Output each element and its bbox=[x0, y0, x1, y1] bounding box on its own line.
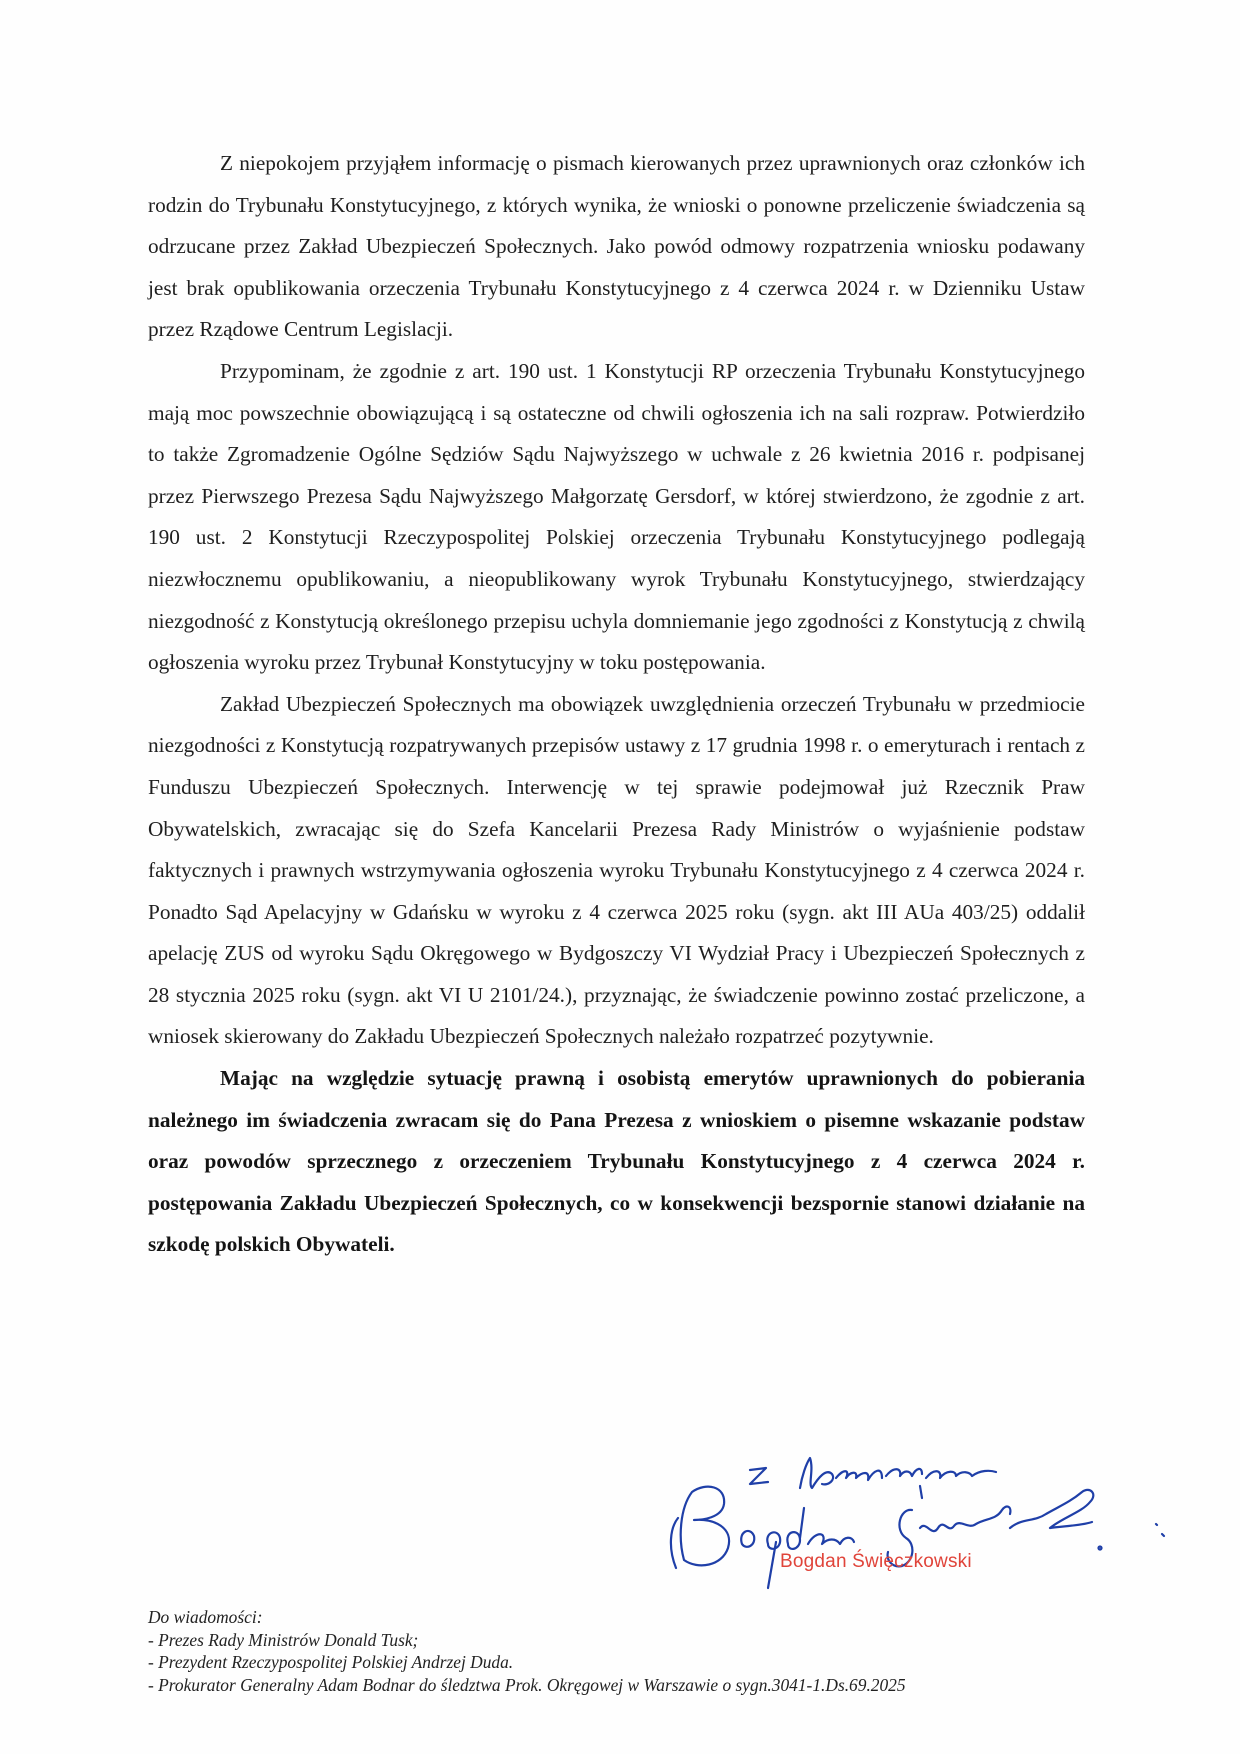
cc-list bbox=[148, 1606, 1098, 1696]
letter-body bbox=[148, 143, 1085, 1266]
paragraph-3: Zakład Ubezpieczeń Społecznych ma obowiązek uwzględnienia orzeczeń Trybunału w przedmiocie niezgodności z Konstytucją rozpatrywanych przepisów ustawy z 17 grudnia 1998 r. o emeryturach i rentach z Funduszu Ubezpieczeń Społecznych. Interwencję w tej sprawie podejmował już Rzecznik Praw Obywatelskich, zwracając się do Szefa Kancelarii Prezesa Rady Ministrów o wyjaśnienie podstaw faktycznych i prawnych wstrzymywania ogłoszenia wyroku Trybunału Konstytucyjnego z 4 czerwca 2024 r. Ponadto Sąd Apelacyjny w Gdańsku w wyroku z 4 czerwca 2025 roku (sygn. akt III AUa 403/25) oddalił apelację ZUS od wyroku Sądu Okręgowego w Bydgoszczy VI Wydział Pracy i Ubezpieczeń Społecznych z 28 stycznia 2025 roku (sygn. akt VI U 2101/24.), przyznając, że świadczenie powinno zostać przeliczone, a wniosek skierowany do Zakładu Ubezpieczeń Społecznych należało rozpatrzeć pozytywnie. bbox=[148, 691, 1085, 1049]
paragraph-2: Przypominam, że zgodnie z art. 190 ust. 1 Konstytucji RP orzeczenia Trybunału Konstytucyjnego mają moc powszechnie obowiązującą i są ostateczne od chwili ogłoszenia ich na sali rozpraw. Potwierdziło to także Zgromadzenie Ogólne Sędziów Sądu Najwyższego w uchwale z 26 kwietnia 2016 r. podpisanej przez Pierwszego Prezesa Sądu Najwyższego Małgorzatę Gersdorf, w której stwierdzono, że zgodnie z art. 190 ust. 2 Konstytucji Rzeczypospolitej Polskiej orzeczenia Trybunału Konstytucyjnego podlegają niezwłocznemu opublikowaniu, a nieopublikowany wyrok Trybunału Konstytucyjnego, stwierdzający niezgodność z Konstytucją określonego przepisu uchyla domniemanie jego zgodności z Konstytucją z chwilą ogłoszenia wyroku przez Trybunał Konstytucyjny w toku postępowania. bbox=[148, 358, 1085, 675]
cc-item: - Prokurator Generalny Adam Bodnar do śledztwa Prok. Okręgowej w Warszawie o sygn.3041-1.Ds.69.2025 bbox=[148, 1674, 906, 1695]
cc-heading: Do wiadomości: bbox=[148, 1607, 263, 1627]
printed-name-stamp: Bogdan Święczkowski bbox=[780, 1551, 972, 1572]
cc-item: - Prezydent Rzeczypospolitej Polskiej Andrzej Duda. bbox=[148, 1652, 514, 1672]
handwritten-signature bbox=[650, 1448, 1210, 1598]
cc-item: - Prezes Rady Ministrów Donald Tusk; bbox=[148, 1629, 419, 1650]
paragraph-1: Z niepokojem przyjąłem informację o pismach kierowanych przez uprawnionych oraz członków ich rodzin do Trybunału Konstytucyjnego, z których wynika, że wnioski o ponowne przeliczenie świadczenia są odrzucane przez Zakład Ubezpieczeń Społecznych. Jako powód odmowy rozpatrzenia wniosku podawany jest brak opublikowania orzeczenia Trybunału Konstytucyjnego z 4 czerwca 2024 r. w Dzienniku Ustaw przez Rządowe Centrum Legislacji. bbox=[148, 151, 1085, 342]
signature-block bbox=[650, 1448, 1210, 1598]
request-paragraph: Mając na względzie sytuację prawną i osobistą emerytów uprawnionych do pobierania należnego im świadczenia zwracam się do Pana Prezesa z wnioskiem o pisemne wskazanie podstaw oraz powodów sprzecznego z orzeczeniem Trybunału Konstytucyjnego z 4 czerwca 2024 r. postępowania Zakładu Ubezpieczeń Społecznych, co w konsekwencji bezspornie stanowi działanie na szkodę polskich Obywateli. bbox=[148, 1066, 1085, 1257]
